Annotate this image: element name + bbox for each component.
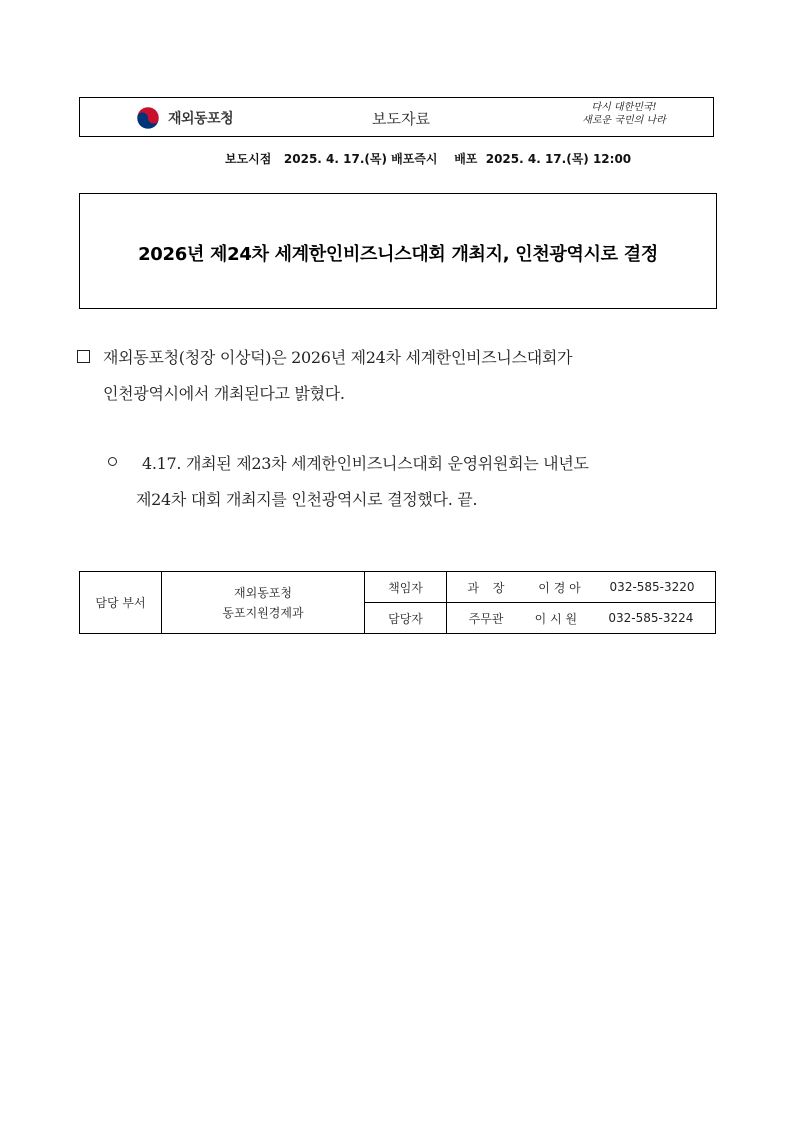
taegeuk-logo-icon xyxy=(136,106,160,130)
para1-line1: 재외동포청(청장 이상덕)은 2026년 제24차 세계한인비즈니스대회가 xyxy=(103,348,573,367)
phone-number: 032-585-3224 xyxy=(608,611,694,625)
person-name: 이 경 아 xyxy=(538,580,581,595)
doc-type-label: 보도자료 xyxy=(372,110,430,128)
phone-number: 032-585-3220 xyxy=(609,580,695,594)
para2-line1: 4.17. 개최된 제23차 세계한인비즈니스대회 운영위원회는 내년도 xyxy=(142,454,589,473)
dept-line-2: 동포지원경제과 xyxy=(222,605,304,620)
role-cell xyxy=(365,572,447,603)
contact-table xyxy=(79,571,716,634)
hollow-circle-bullet-icon xyxy=(108,457,117,466)
org-logo xyxy=(136,106,233,130)
empty-square-icon xyxy=(77,350,90,363)
release-info: 보도시점 2025. 4. 17.(목) 배포즉시 배포 2025. 4. 17.(목) 12:00 xyxy=(225,152,632,166)
person-cell xyxy=(447,603,716,634)
dept-label: 담당 부서 xyxy=(95,596,146,610)
person-name: 이 시 원 xyxy=(534,611,578,626)
dept-line-1: 재외동포청 xyxy=(234,585,292,600)
person-cell xyxy=(447,572,716,603)
org-name: 재외동포청 xyxy=(168,111,234,127)
header-box xyxy=(79,97,714,137)
dept-label-cell xyxy=(80,572,162,634)
para1-line2: 인천광역시에서 개최된다고 밝혔다. xyxy=(103,384,345,403)
slogan-line-2: 새로운 국민의 나라 xyxy=(582,115,666,126)
role-cell xyxy=(365,603,447,634)
page-title: 2026년 제24차 세계한인비즈니스대회 개최지, 인천광역시로 결정 xyxy=(138,244,658,265)
para2-line2: 제24차 대회 개최지를 인천광역시로 결정했다. 끝. xyxy=(136,490,478,509)
title-box xyxy=(79,193,717,309)
role-label: 담당자 xyxy=(388,611,423,626)
position: 주무관 xyxy=(468,611,504,626)
slogan xyxy=(564,101,684,127)
table-row xyxy=(80,572,716,603)
position: 과 장 xyxy=(467,580,510,595)
dept-name-cell xyxy=(162,572,365,634)
slogan-line-1: 다시 대한민국! xyxy=(591,102,657,113)
role-label: 책임자 xyxy=(388,580,423,595)
